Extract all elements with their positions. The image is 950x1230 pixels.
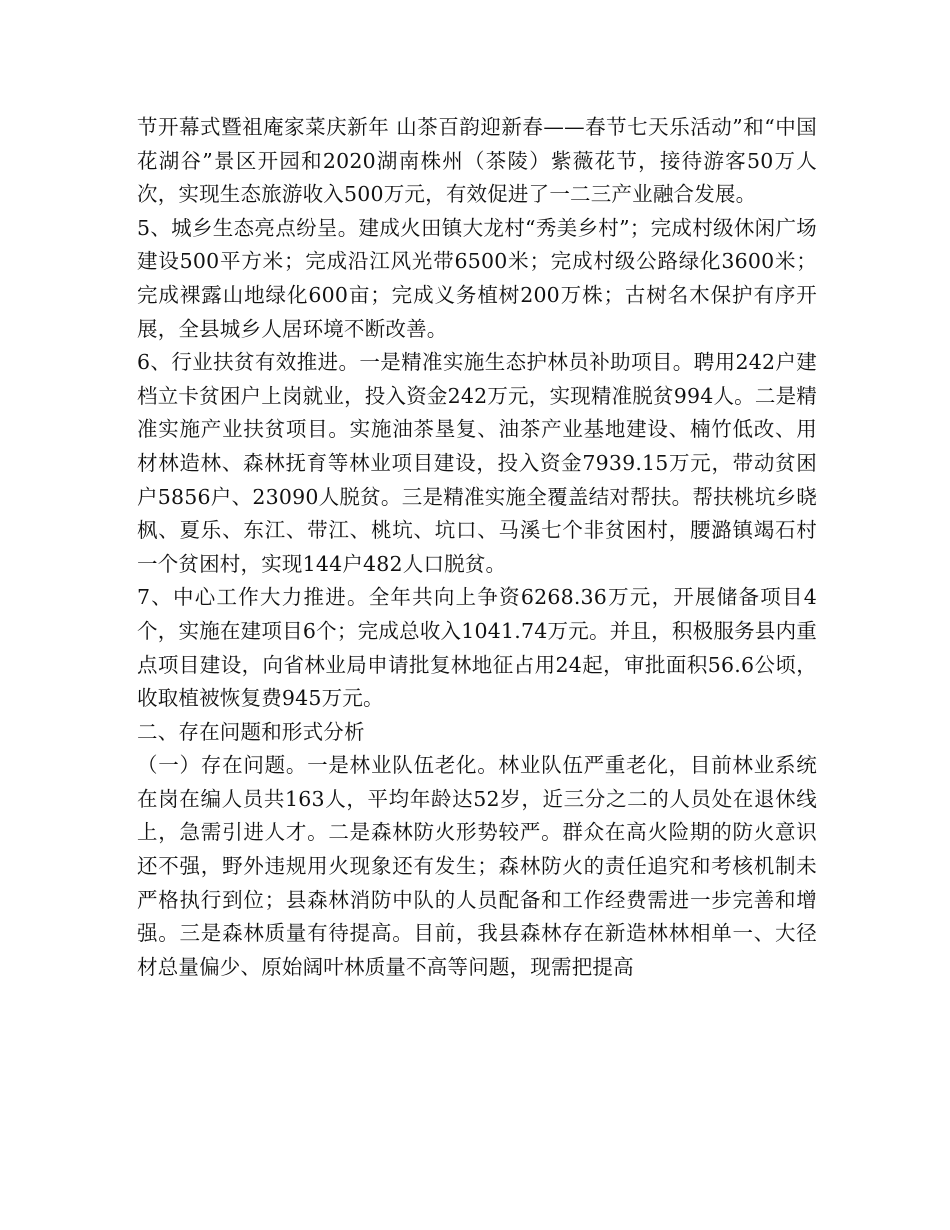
paragraph-poverty-alleviation: 6、行业扶贫有效推进。一是精准实施生态护林员补助项目。聘用242户建档立卡贫困户上岗就业，投入资金242万元，实现精准脱贫994人。二是精准实施产业扶贫项目。实施油茶垦复、油茶产业基地建设、楠竹低改、用材林造林、森林抚育等林业项目建设，投入资金7939.15万元，带动贫困户5856户、23090人脱贫。三是精准实施全覆盖结对帮扶。帮扶桃坑乡晓枫、夏乐、东江、带江、桃坑、坑口、马溪七个非贫困村，腰潞镇竭石村一个贫困村，实现144户482人口脱贫。 <box>137 350 817 576</box>
paragraph-tourism-continuation: 节开幕式暨祖庵家菜庆新年 山茶百韵迎新春——春节七天乐活动”和“中国花湖谷”景区开园和2020湖南株州（茶陵）紫薇花节，接待游客50万人次，实现生态旅游收入500万元，有效促进了一二三产业融合发展。 <box>137 115 817 207</box>
paragraph-existing-problems: （一）存在问题。一是林业队伍老化。林业队伍严重老化，目前林业系统在岗在编人员共163人，平均年龄达52岁，近三分之二的人员处在退休线上，急需引进人才。二是森林防火形势较严。群众在高火险期的防火意识还不强，野外违规用火现象还有发生；森林防火的责任追究和考核机制未严格执行到位；县森林消防中队的人员配备和工作经费需进一步完善和增强。三是森林质量有待提高。目前，我县森林存在新造林林相单一、大径材总量偏少、原始阔叶林质量不高等问题，现需把提高 <box>137 753 817 979</box>
paragraph-central-work: 7、中心工作大力推进。全年共向上争资6268.36万元，开展储备项目4个，实施在建项目6个；完成总收入1041.74万元。并且，积极服务县内重点项目建设，向省林业局申请批复林地征占用24起，审批面积56.6公顷，收取植被恢复费945万元。 <box>137 585 817 711</box>
section-heading-problems: 二、存在问题和形式分析 <box>137 719 365 744</box>
paragraph-urban-rural-ecology: 5、城乡生态亮点纷呈。建成火田镇大龙村“秀美乡村”；完成村级休闲广场建设500平方米；完成沿江风光带6500米；完成村级公路绿化3600米；完成裸露山地绿化600亩；完成义务植树200万株；古树名木保护有序开展，全县城乡人居环境不断改善。 <box>137 215 817 341</box>
document-body <box>137 111 817 984</box>
